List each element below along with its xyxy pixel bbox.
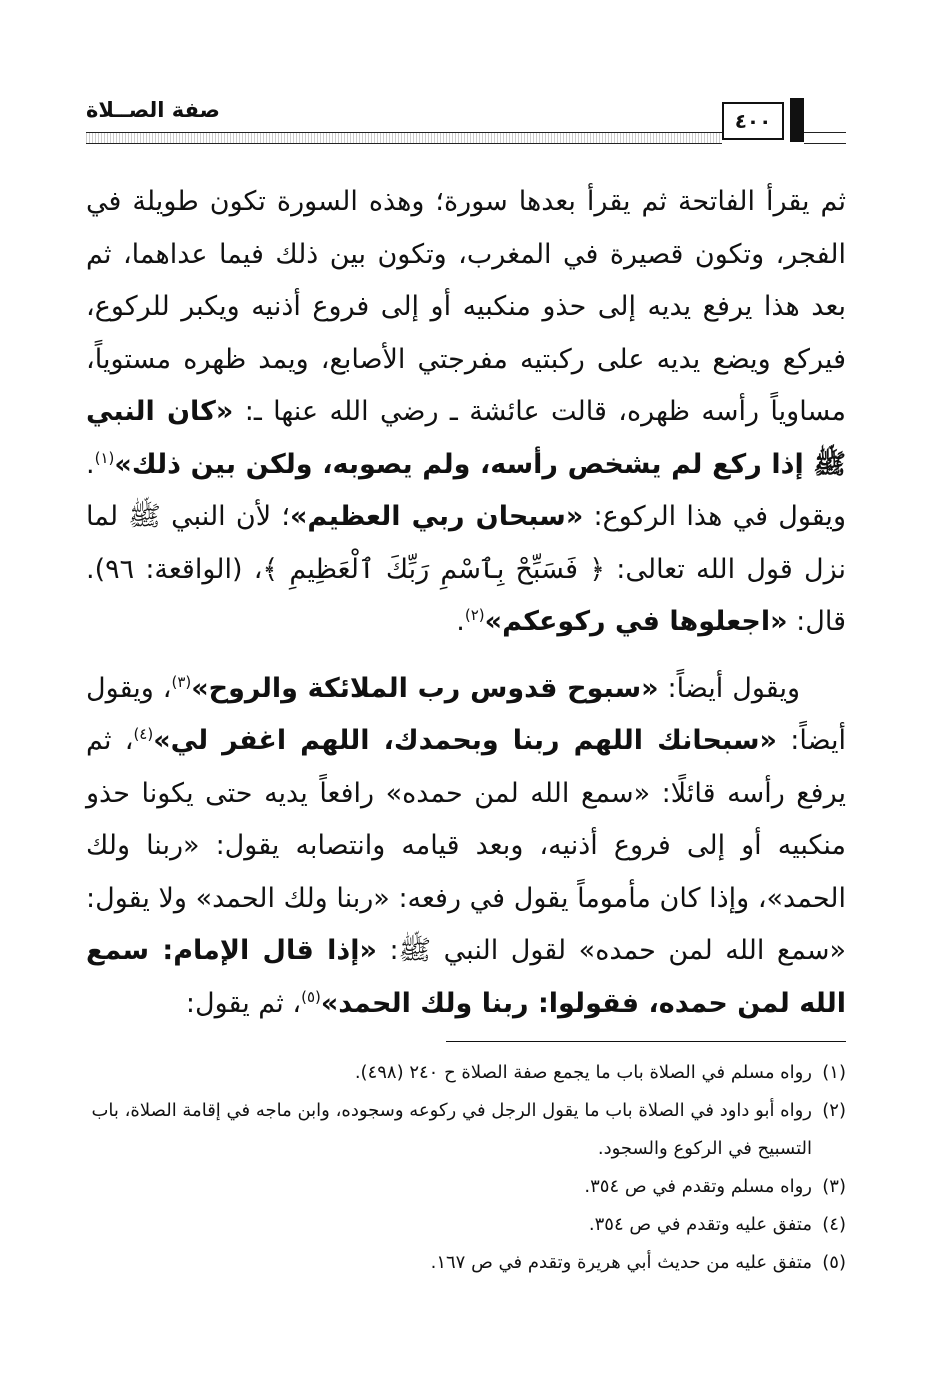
hadith-quote: «كان النبي ﷺ إذا ركع لم يشخص رأسه، ولم يصوبه، ولكن بين ذلك» (86, 396, 846, 480)
text-segment: . ويقول في هذا الركوع: (86, 448, 846, 532)
hadith-quote: «سبوح قدوس رب الملائكة والروح» (191, 672, 659, 704)
footnote-ref: (٤) (133, 725, 154, 743)
footnote-number: (٤) (822, 1214, 846, 1235)
footnote-item (86, 1206, 846, 1244)
footnote-number: (٣) (822, 1176, 846, 1197)
page-number: ٤٠٠ (722, 102, 784, 140)
footnote-ref: (٣) (171, 672, 192, 691)
paragraph-2 (86, 663, 846, 1031)
text-segment: . (456, 606, 465, 637)
footnote-item (86, 1168, 846, 1206)
page-header (86, 98, 846, 148)
footnote-divider (446, 1041, 846, 1042)
header-bar (790, 98, 804, 142)
hadith-quote: «سبحان ربي العظيم» (289, 501, 584, 532)
text-segment: ؛ لأن النبي ﷺ لما نزل قول الله تعالى: ﴿ فَسَبِّحْ بِٱسْمِ رَبِّكَ ٱلْعَظِيمِ ﴾، (الواقعة: ٩٦). قال: (86, 501, 846, 637)
footnotes (86, 1054, 846, 1282)
footnote-item (86, 1244, 846, 1282)
footnote-number: (٢) (822, 1100, 846, 1121)
footnote-item (86, 1092, 846, 1168)
footnote-text: متفق عليه من حديث أبي هريرة وتقدم في ص ١٦٧. (430, 1252, 812, 1273)
paragraph-1 (86, 176, 846, 649)
text-segment: ، ثم يقول: (185, 987, 302, 1019)
text-segment: ثم يقرأ الفاتحة ثم يقرأ بعدها سورة؛ وهذه السورة تكون طويلة في الفجر، وتكون قصيرة في المغرب، وتكون بين ذلك فيما عداهما، ثم بعد هذا يرفع يديه إلى حذو منكبيه أو إلى فروع أذنيه ويكبر للركوع، فيركع ويضع يديه على ركبتيه مفرجتي الأصابع، ويمد ظهره مستوياً، مساوياً رأسه ظهره، قالت عائشة ـ رضي الله عنها ـ: (86, 186, 846, 427)
footnote-item (86, 1054, 846, 1092)
hadith-quote: «اجعلوها في ركوعكم» (484, 606, 788, 637)
footnote-text: رواه مسلم وتقدم في ص ٣٥٤. (584, 1176, 812, 1197)
header-rule-right (804, 132, 846, 144)
text-segment: ويقول أيضاً: (658, 672, 801, 704)
running-title: صفة الصــلاة (86, 98, 220, 122)
hadith-quote: «إذا قال الإمام: سمع الله لمن حمده، فقولوا: ربنا ولك الحمد» (86, 935, 846, 1019)
footnote-number: (٥) (822, 1252, 846, 1273)
header-rule (86, 132, 722, 144)
text-segment: ، ويقول أيضاً: (86, 672, 847, 756)
hadith-quote: «سبحانك اللهم ربنا وبحمدك، اللهم اغفر لي» (153, 725, 778, 756)
footnote-ref: (٢) (464, 606, 485, 624)
text-segment: ، ثم يرفع رأسه قائلًا: «سمع الله لمن حمده» رافعاً يديه حتى يكونا حذو منكبيه أو إلى فروع أذنيه، وبعد قيامه وانتصابه يقول: «ربنا ولك الحمد»، وإذا كان مأموماً يقول في رفعه: «ربنا ولك الحمد» ولا يقول: «سمع الله لمن حمده» لقول النبي ﷺ: (86, 725, 846, 966)
footnote-text: متفق عليه وتقدم في ص ٣٥٤. (588, 1214, 812, 1235)
footnote-ref: (١) (94, 448, 115, 467)
footnote-ref: (٥) (301, 987, 321, 1006)
footnote-text: رواه مسلم في الصلاة باب ما يجمع صفة الصلاة ح ٢٤٠ (٤٩٨). (354, 1062, 812, 1083)
footnote-number: (١) (822, 1062, 846, 1083)
main-text (86, 176, 846, 1030)
footnote-text: رواه أبو داود في الصلاة باب ما يقول الرجل في ركوعه وسجوده، وابن ماجه في إقامة الصلاة، باب التسبيح في الركوع والسجود. (91, 1100, 812, 1159)
